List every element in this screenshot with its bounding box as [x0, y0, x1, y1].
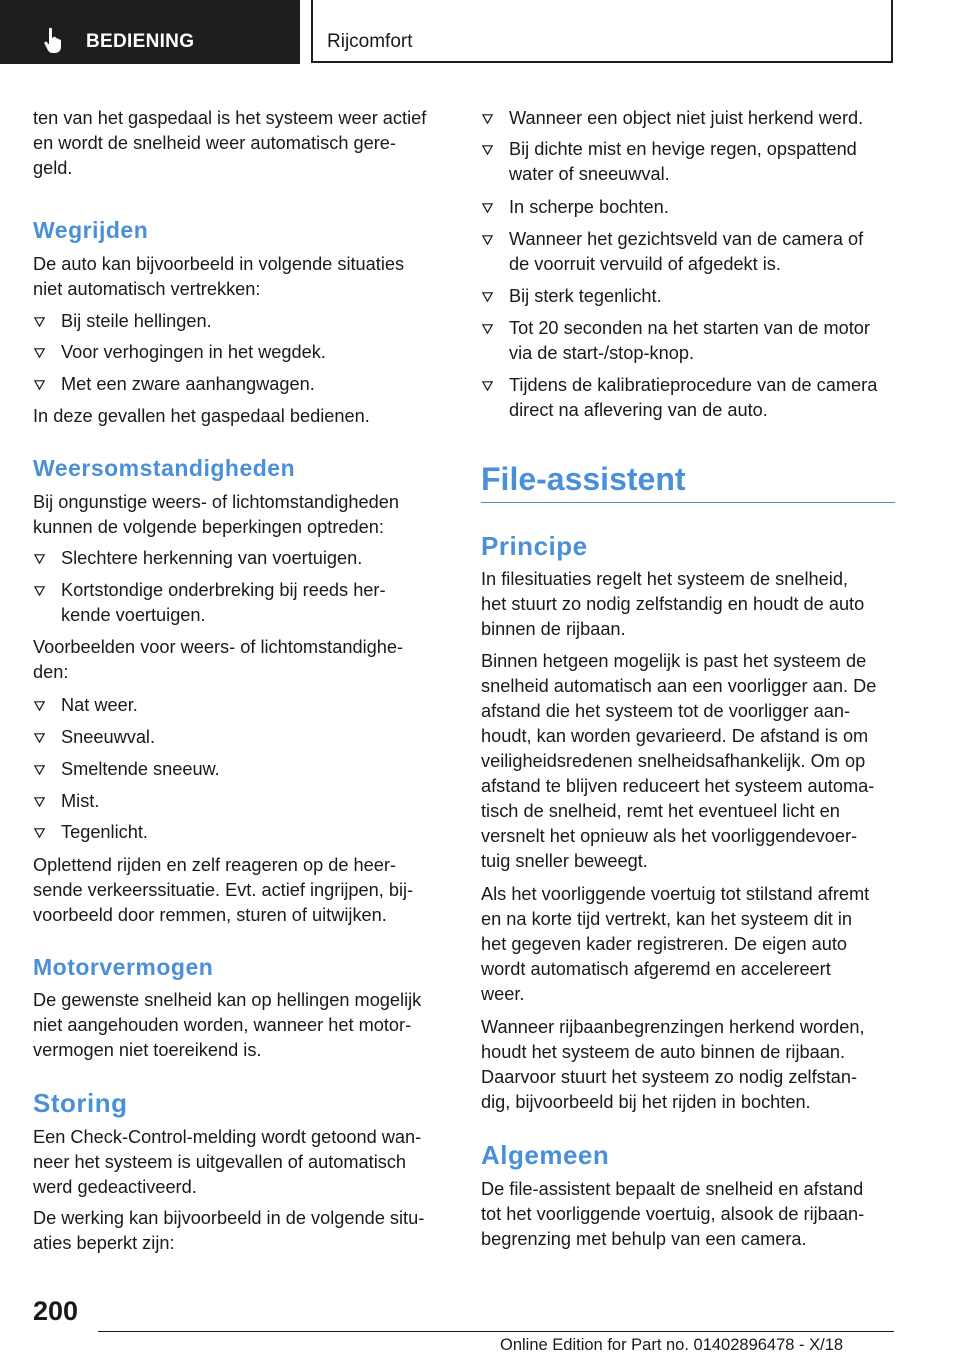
paragraph: De werking kan bijvoorbeeld in de volgende situ- aties beperkt zijn: [33, 1208, 425, 1253]
chapter-title: Rijcomfort [327, 31, 413, 52]
heading-storing: Storing [33, 1088, 128, 1118]
list-item: Wanneer een object niet juist herkend werd. [481, 106, 897, 131]
bullet-triangle-icon [482, 292, 493, 302]
list-item: Bij sterk tegenlicht. [481, 284, 897, 309]
bullet-triangle-icon [34, 380, 45, 390]
bullet-triangle-icon [34, 701, 45, 711]
list-item: Bij steile hellingen. [33, 309, 449, 334]
heading-algemeen: Algemeen [481, 1140, 610, 1170]
bullet-triangle-icon [34, 797, 45, 807]
list-item: Tot 20 seconden na het starten van de motor via de start-/stop-knop. [481, 316, 897, 366]
paragraph: Wanneer rijbaanbegrenzingen herkend worden, houdt het systeem de auto binnen de rijbaan. Daarvoor stuurt het systeem zo nodig zelfstan- dig, bijvoorbeeld bij het rijden in bochten. [481, 1017, 865, 1112]
bullet-triangle-icon [34, 765, 45, 775]
list-item: In scherpe bochten. [481, 195, 897, 220]
heading-principe: Principe [481, 531, 588, 561]
paragraph: In deze gevallen het gaspedaal bedienen. [33, 406, 370, 426]
paragraph: De auto kan bijvoorbeeld in volgende situaties niet automatisch vertrekken: [33, 254, 405, 299]
bullet-triangle-icon [482, 381, 493, 391]
bullet-triangle-icon [482, 114, 493, 124]
list-item: Tegenlicht. [33, 820, 449, 845]
hand-pointer-icon [42, 26, 66, 54]
section-title: BEDIENING [86, 31, 195, 52]
heading-file-assistent: File-assistent [481, 461, 686, 497]
paragraph: Voorbeelden voor weers- of lichtomstandighe- den: [33, 637, 404, 682]
paragraph: Binnen hetgeen mogelijk is past het systeem de snelheid automatisch aan een voorligger aan. De afstand die het systeem tot de voorligger aan- houdt, kan worden gevarieerd. De afstand is om veiligheidsredenen snelheidsafhankelijk. Om op afstand te blijven reduceert het systeem automa- tisch de snelheid, remt het eventueel licht en versnelt het opnieuw als het voorliggendevoer- tuig sneller beweegt. [481, 651, 877, 871]
heading-wegrijden: Wegrijden [33, 217, 149, 243]
bullet-triangle-icon [482, 145, 493, 155]
list-item: Kortstondige onderbreking bij reeds her- kende voertuigen. [33, 578, 449, 628]
bullet-triangle-icon [482, 203, 493, 213]
bullet-triangle-icon [34, 733, 45, 743]
list-item: Voor verhogingen in het wegdek. [33, 340, 449, 365]
paragraph: ten van het gaspedaal is het systeem weer actief en wordt de snelheid weer automatisch gere- geld. [33, 108, 427, 178]
paragraph: Oplettend rijden en zelf reageren op de heer- sende verkeerssituatie. Evt. actief ingrijpen, bij- voorbeeld door remmen, sturen of uitwijken. [33, 855, 414, 925]
bullet-triangle-icon [482, 324, 493, 334]
list-item: Sneeuwval. [33, 725, 449, 750]
list-item: Smeltende sneeuw. [33, 757, 449, 782]
paragraph: In filesituaties regelt het systeem de snelheid, het stuurt zo nodig zelfstandig en houdt de auto binnen de rijbaan. [481, 569, 865, 639]
paragraph: Als het voorliggende voertuig tot stilstand afremt en na korte tijd vertrekt, kan het systeem dit in het gegeven kader registreren. De eigen auto wordt automatisch afgeremd en accelereert weer. [481, 884, 870, 1004]
paragraph: Bij ongunstige weers- of lichtomstandigheden kunnen de volgende beperkingen optreden: [33, 492, 399, 537]
heading-weersomstandigheden: Weersomstandigheden [33, 455, 296, 481]
list-item: Wanneer het gezichtsveld van de camera of de voorruit vervuild of afgedekt is. [481, 227, 897, 277]
bullet-triangle-icon [482, 235, 493, 245]
section-tab [0, 0, 300, 64]
list-item: Met een zware aanhangwagen. [33, 372, 449, 397]
list-item: Nat weer. [33, 693, 449, 718]
edition-note: Online Edition for Part no. 01402896478 - X/18 [500, 1336, 844, 1354]
list-item: Bij dichte mist en hevige regen, opspattend water of sneeuwval. [481, 137, 897, 187]
bullet-triangle-icon [34, 554, 45, 564]
bullet-triangle-icon [34, 586, 45, 596]
bullet-triangle-icon [34, 828, 45, 838]
paragraph: De file-assistent bepaalt de snelheid en afstand tot het voorliggende voertuig, alsook de rijbaan- begrenzing met behulp van een camera. [481, 1179, 865, 1249]
bullet-triangle-icon [34, 348, 45, 358]
page-number: 200 [33, 1296, 79, 1326]
bullet-triangle-icon [34, 317, 45, 327]
list-item: Mist. [33, 789, 449, 814]
chapter-header [311, 0, 893, 63]
footer-divider [98, 1331, 894, 1332]
heading-underline [481, 502, 895, 503]
paragraph: De gewenste snelheid kan op hellingen mogelijk niet aangehouden worden, wanneer het motor- vermogen niet toereikend is. [33, 990, 422, 1060]
paragraph: Een Check-Control-melding wordt getoond wan- neer het systeem is uitgevallen of automatisch werd gedeactiveerd. [33, 1127, 422, 1197]
list-item: Tijdens de kalibratieprocedure van de camera direct na aflevering van de auto. [481, 373, 897, 423]
list-item: Slechtere herkenning van voertuigen. [33, 546, 449, 571]
heading-motorvermogen: Motorvermogen [33, 954, 214, 980]
